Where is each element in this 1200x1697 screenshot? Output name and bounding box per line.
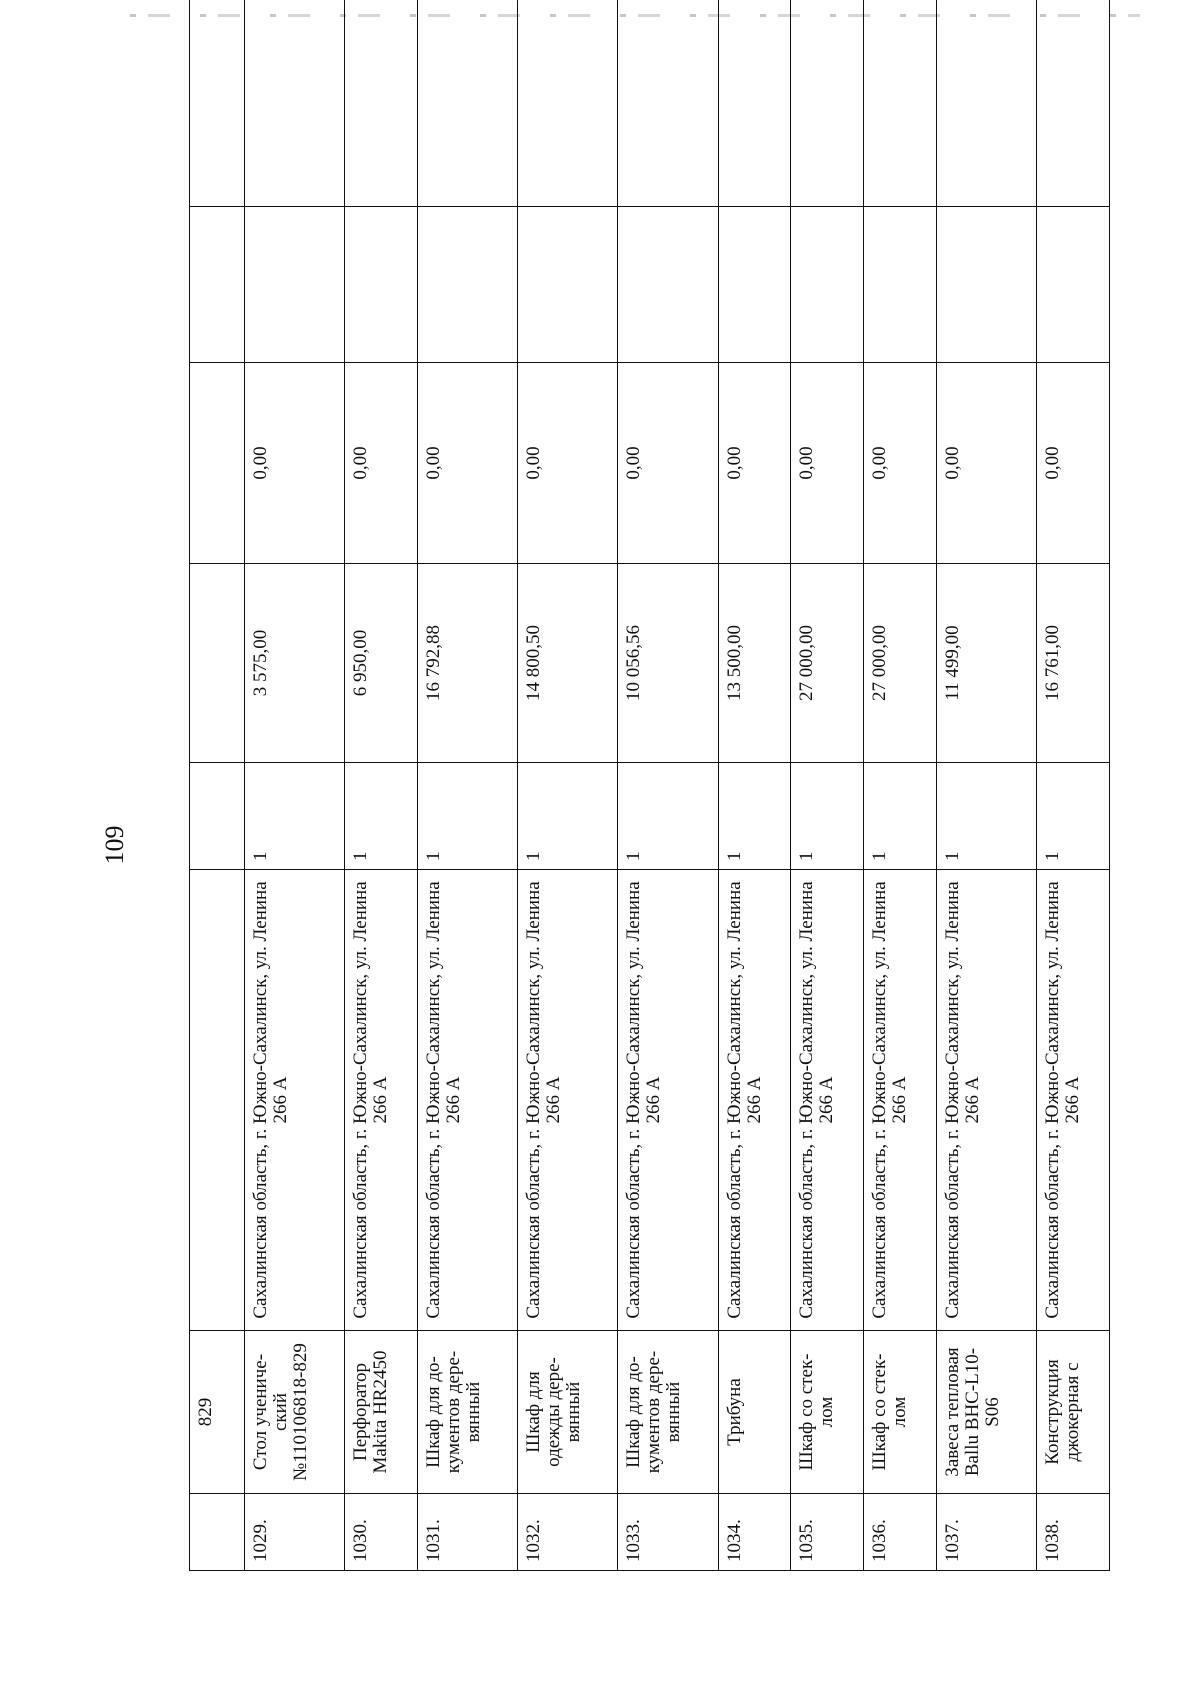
item-amount: 16 792,88 bbox=[417, 564, 517, 763]
row-number: 1037. bbox=[936, 1494, 1036, 1571]
item-qty: 1 bbox=[864, 763, 937, 870]
item-name: Стол учениче-ский №110106818-829 bbox=[245, 1331, 345, 1494]
item-extra-2 bbox=[417, 0, 517, 207]
item-qty: 1 bbox=[791, 763, 864, 870]
table-row bbox=[245, 0, 345, 1571]
header-cell-address bbox=[190, 870, 245, 1331]
table-header-row bbox=[190, 0, 245, 1571]
row-number: 1032. bbox=[518, 1494, 618, 1571]
header-cell-extra-1 bbox=[190, 207, 245, 363]
item-extra-2 bbox=[936, 0, 1036, 207]
item-extra-2 bbox=[791, 0, 864, 207]
item-qty: 1 bbox=[718, 763, 791, 870]
item-address: Сахалинская область, г. Южно-Сахалинск, ул. Ленина 266 А bbox=[718, 870, 791, 1331]
item-extra-1 bbox=[864, 207, 937, 363]
item-amount: 6 950,00 bbox=[345, 564, 418, 763]
item-extra-1 bbox=[1037, 207, 1110, 363]
item-amount: 14 800,50 bbox=[518, 564, 618, 763]
row-number: 1035. bbox=[791, 1494, 864, 1571]
item-address: Сахалинская область, г. Южно-Сахалинск, ул. Ленина 266 А bbox=[1037, 870, 1110, 1331]
item-qty: 1 bbox=[1037, 763, 1110, 870]
item-name: Конструкция джокерная с bbox=[1037, 1331, 1110, 1494]
header-name-code: 829 bbox=[195, 1397, 216, 1427]
header-cell-extra-2 bbox=[190, 0, 245, 207]
item-residual: 0,00 bbox=[345, 363, 418, 564]
row-number: 1038. bbox=[1037, 1494, 1110, 1571]
item-address: Сахалинская область, г. Южно-Сахалинск, ул. Ленина 266 А bbox=[618, 870, 718, 1331]
item-residual: 0,00 bbox=[417, 363, 517, 564]
item-extra-1 bbox=[718, 207, 791, 363]
item-qty: 1 bbox=[618, 763, 718, 870]
item-address: Сахалинская область, г. Южно-Сахалинск, ул. Ленина 266 А bbox=[518, 870, 618, 1331]
item-amount: 27 000,00 bbox=[864, 564, 937, 763]
row-number: 1036. bbox=[864, 1494, 937, 1571]
row-number: 1029. bbox=[245, 1494, 345, 1571]
item-address: Сахалинская область, г. Южно-Сахалинск, ул. Ленина 266 А bbox=[245, 870, 345, 1331]
item-amount: 16 761,00 bbox=[1037, 564, 1110, 763]
item-amount: 13 500,00 bbox=[718, 564, 791, 763]
item-qty: 1 bbox=[936, 763, 1036, 870]
item-address: Сахалинская область, г. Южно-Сахалинск, ул. Ленина 266 А bbox=[345, 870, 418, 1331]
item-extra-1 bbox=[936, 207, 1036, 363]
table-row bbox=[864, 0, 937, 1571]
item-name: Шкаф со стек-лом bbox=[864, 1331, 937, 1494]
item-residual: 0,00 bbox=[1037, 363, 1110, 564]
item-name: Шкаф для до-кументов дере-вянный bbox=[618, 1331, 718, 1494]
item-name: Завеса тепловая Ballu BHC-L10-S06 bbox=[936, 1331, 1036, 1494]
item-qty: 1 bbox=[417, 763, 517, 870]
item-qty: 1 bbox=[345, 763, 418, 870]
table-row bbox=[936, 0, 1036, 1571]
item-residual: 0,00 bbox=[245, 363, 345, 564]
table-row bbox=[791, 0, 864, 1571]
item-address: Сахалинская область, г. Южно-Сахалинск, ул. Ленина 266 А bbox=[936, 870, 1036, 1331]
item-name: Шкаф для до-кументов дере-вянный bbox=[417, 1331, 517, 1494]
item-extra-2 bbox=[864, 0, 937, 207]
item-qty: 1 bbox=[245, 763, 345, 870]
header-cell-qty bbox=[190, 763, 245, 870]
item-extra-2 bbox=[618, 0, 718, 207]
header-cell-num bbox=[190, 1494, 245, 1571]
row-number: 1033. bbox=[618, 1494, 718, 1571]
item-amount: 3 575,00 bbox=[245, 564, 345, 763]
table-row bbox=[618, 0, 718, 1571]
item-extra-1 bbox=[791, 207, 864, 363]
table-row bbox=[1037, 0, 1110, 1571]
item-amount: 11 499,00 bbox=[936, 564, 1036, 763]
item-residual: 0,00 bbox=[791, 363, 864, 564]
item-qty: 1 bbox=[518, 763, 618, 870]
item-extra-2 bbox=[518, 0, 618, 207]
item-residual: 0,00 bbox=[518, 363, 618, 564]
row-number: 1034. bbox=[718, 1494, 791, 1571]
property-table bbox=[189, 0, 1110, 1571]
item-address: Сахалинская область, г. Южно-Сахалинск, ул. Ленина 266 А bbox=[417, 870, 517, 1331]
item-extra-1 bbox=[618, 207, 718, 363]
header-cell-amount bbox=[190, 564, 245, 763]
item-extra-2 bbox=[245, 0, 345, 207]
header-cell-residual bbox=[190, 363, 245, 564]
item-extra-2 bbox=[345, 0, 418, 207]
table-row bbox=[417, 0, 517, 1571]
item-name: Перфоратор Makita HR2450 bbox=[345, 1331, 418, 1494]
table-row bbox=[518, 0, 618, 1571]
item-amount: 10 056,56 bbox=[618, 564, 718, 763]
item-residual: 0,00 bbox=[618, 363, 718, 564]
row-number: 1030. bbox=[345, 1494, 418, 1571]
page-number: 109 bbox=[100, 825, 129, 865]
item-name: Шкаф со стек-лом bbox=[791, 1331, 864, 1494]
item-extra-1 bbox=[245, 207, 345, 363]
item-address: Сахалинская область, г. Южно-Сахалинск, ул. Ленина 266 А bbox=[791, 870, 864, 1331]
row-number: 1031. bbox=[417, 1494, 517, 1571]
item-residual: 0,00 bbox=[864, 363, 937, 564]
item-extra-1 bbox=[518, 207, 618, 363]
property-table-wrap bbox=[189, 57, 1110, 1571]
item-extra-2 bbox=[1037, 0, 1110, 207]
table-row bbox=[345, 0, 418, 1571]
header-cell-name bbox=[190, 1331, 245, 1494]
item-amount: 27 000,00 bbox=[791, 564, 864, 763]
item-address: Сахалинская область, г. Южно-Сахалинск, ул. Ленина 266 А bbox=[864, 870, 937, 1331]
item-name: Шкаф для одежды дере-вянный bbox=[518, 1331, 618, 1494]
item-extra-1 bbox=[345, 207, 418, 363]
item-extra-1 bbox=[417, 207, 517, 363]
item-residual: 0,00 bbox=[718, 363, 791, 564]
table-row bbox=[718, 0, 791, 1571]
item-name: Трибуна bbox=[718, 1331, 791, 1494]
item-extra-2 bbox=[718, 0, 791, 207]
item-residual: 0,00 bbox=[936, 363, 1036, 564]
